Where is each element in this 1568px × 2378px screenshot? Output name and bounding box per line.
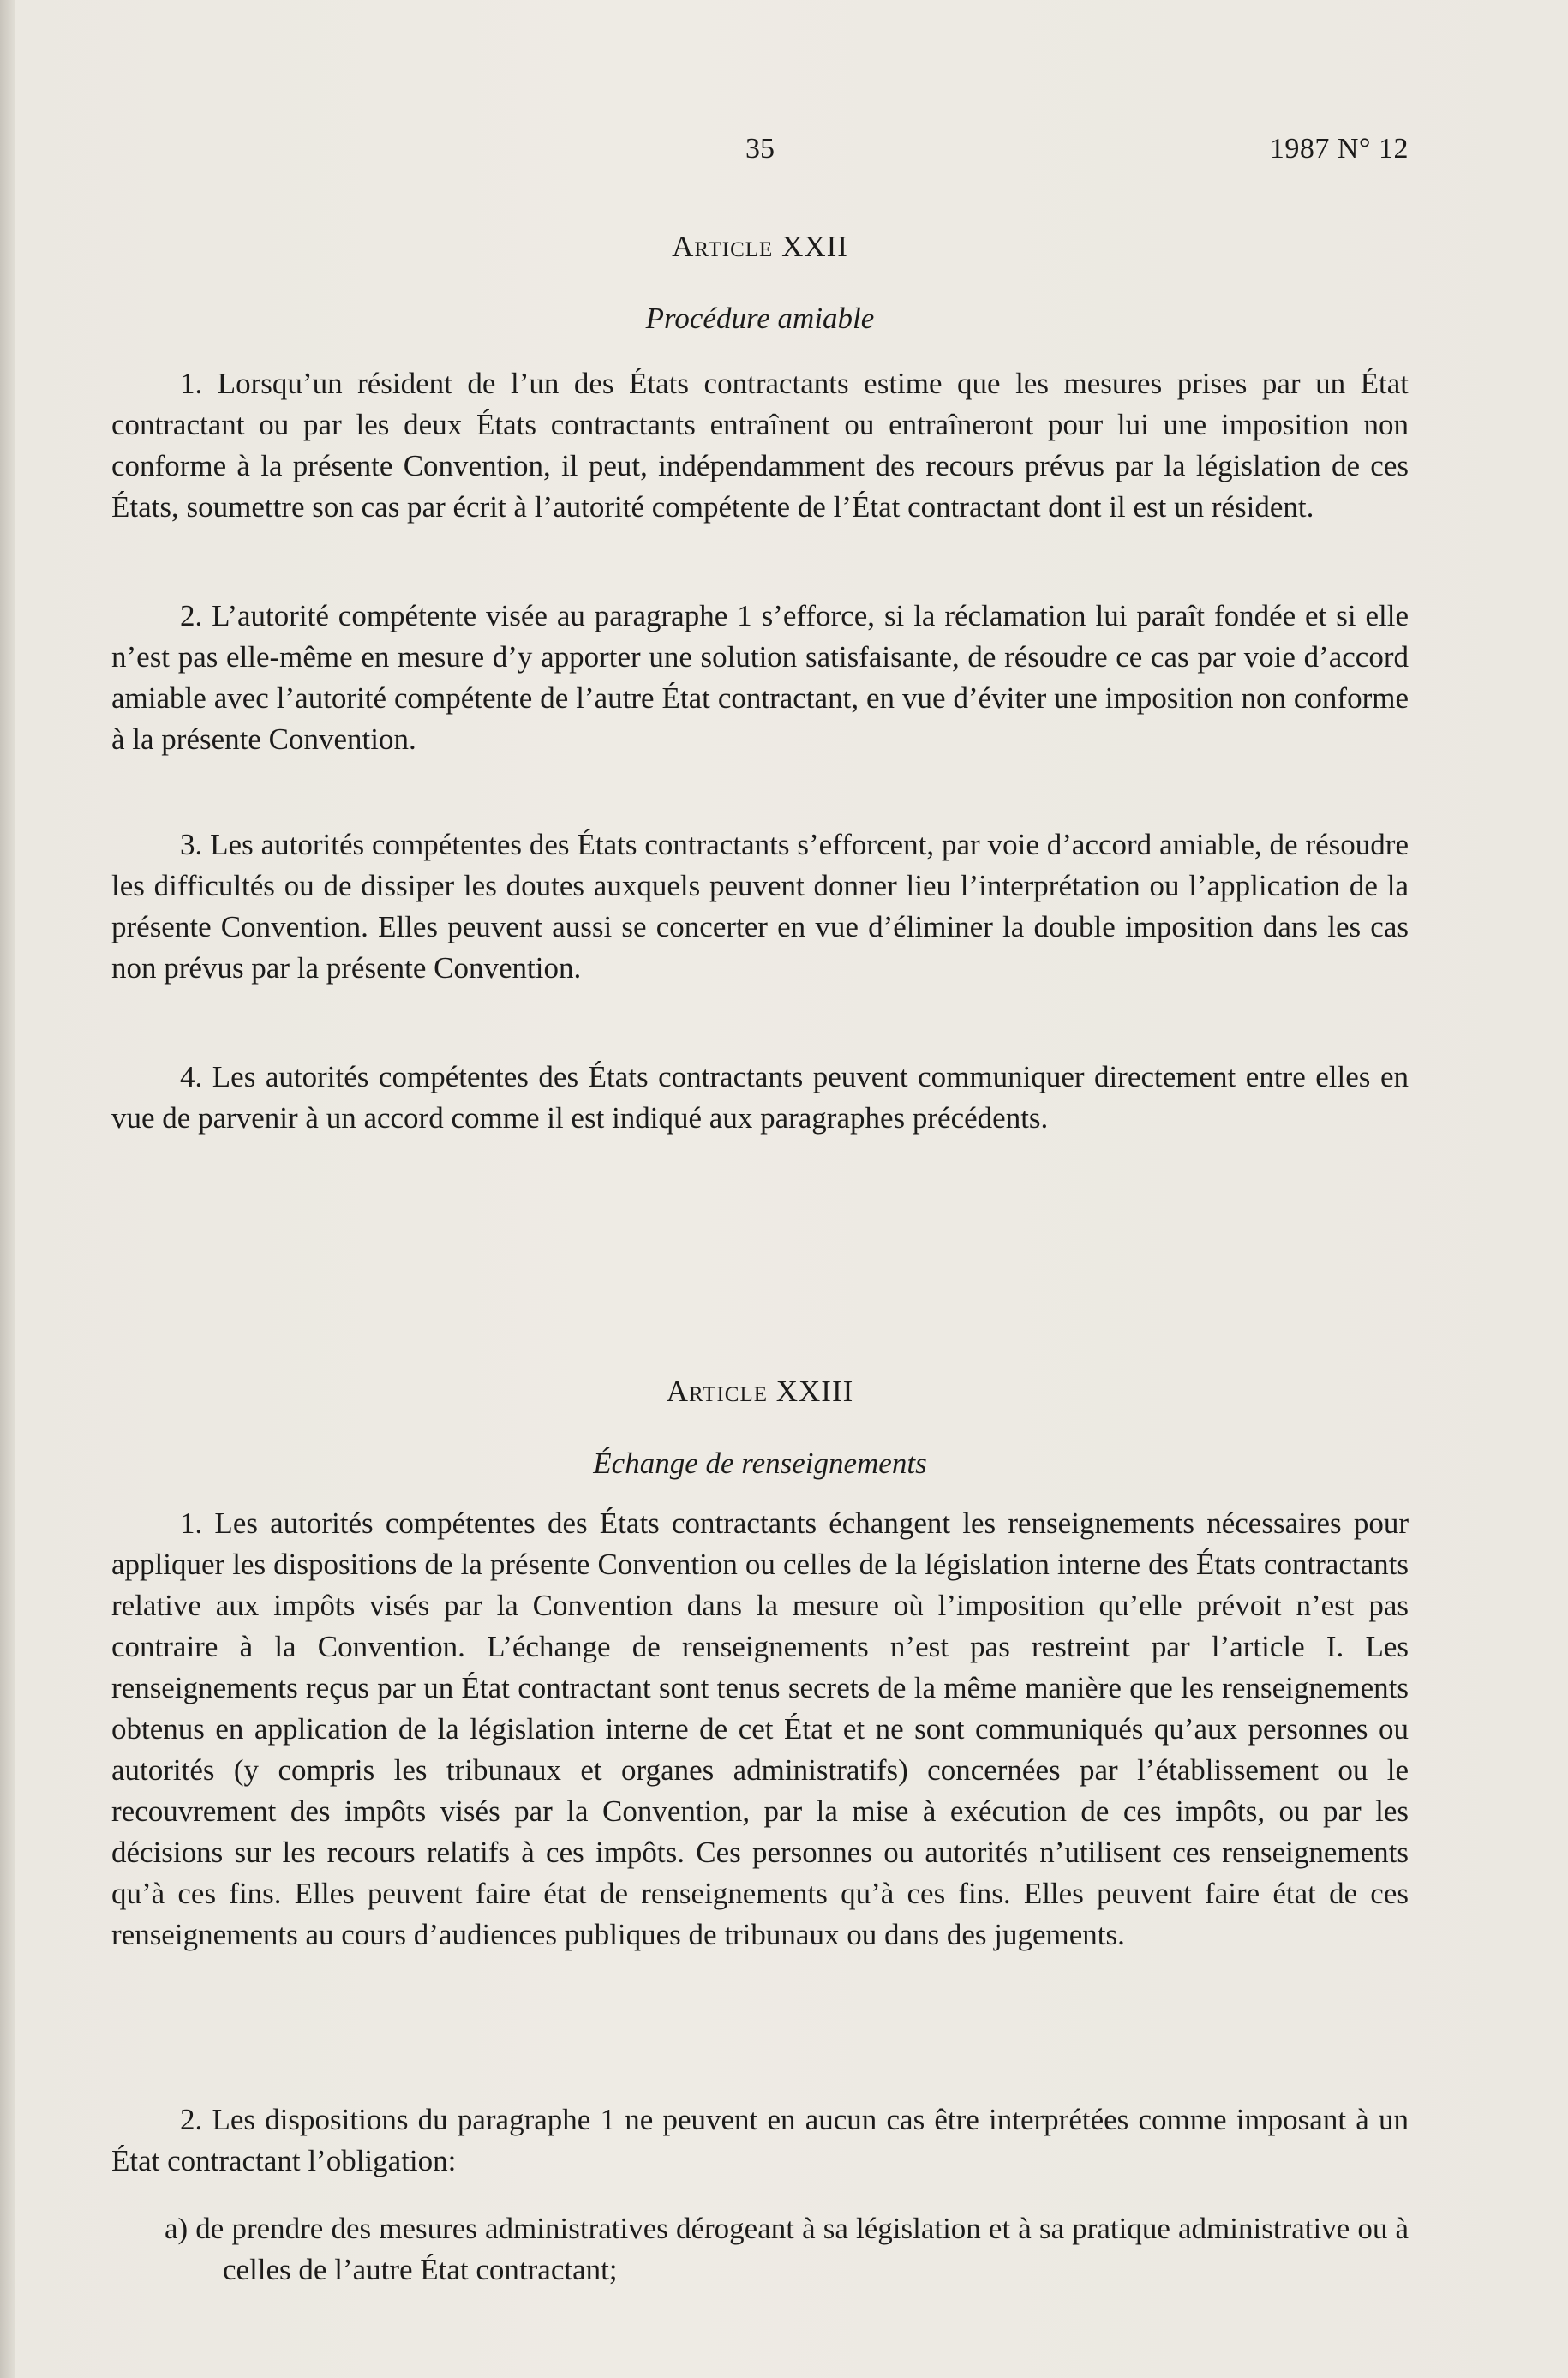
article-xxiii-heading: [111, 1375, 1409, 1409]
article-xxiii-item-a: [111, 2208, 1409, 2291]
paragraph: 4. Les autorités compétentes des États contractants peuvent communiquer directement entre elles en vue de parvenir à un accord comme il est indiqué aux paragraphes précédents.: [111, 1060, 1409, 1135]
page-binding-shadow: [0, 0, 15, 2378]
article-xxii-heading: [111, 230, 1409, 264]
article-xxiii-subheading: [111, 1447, 1409, 1481]
article-xxii-paragraph-3: [111, 824, 1409, 989]
article-subtitle: Procédure amiable: [645, 302, 875, 335]
article-title: Article XXII: [672, 230, 848, 263]
article-xxii-paragraph-1: [111, 363, 1409, 528]
paragraph: 2. L’autorité compétente visée au paragraphe 1 s’efforce, si la réclamation lui paraît fondée et si elle n’est pas elle-même en mesure d’y apporter une solution satisfaisante, de résoudre ce cas par voie d’accord amiable avec l’autorité compétente de l’autre État contractant, en vue d’éviter une imposition non conforme à la présente Convention.: [111, 599, 1409, 756]
paragraph: 3. Les autorités compétentes des États contractants s’efforcent, par voie d’accord amiable, de résoudre les difficultés ou de dissiper les doutes auxquels peuvent donner lieu l’interprétation ou l’application de la présente Convention. Elles peuvent aussi se concerter en vue d’éliminer la double imposition dans les cas non prévus par la présente Convention.: [111, 828, 1409, 985]
paragraph: 1. Lorsqu’un résident de l’un des États contractants estime que les mesures prises par un État contractant ou par les deux États contractants entraînent ou entraîneront pour lui une imposition non conforme à la présente Convention, il peut, indépendamment des recours prévus par la législation de ces États, soumettre son cas par écrit à l’autorité compétente de l’État contractant dont il est un résident.: [111, 367, 1409, 524]
list-item: a) de prendre des mesures administratives dérogeant à sa législation et à sa pratique administrative ou à celles de l’autre État contractant;: [165, 2212, 1409, 2286]
running-header: [111, 133, 1409, 176]
article-xxii-subheading: [111, 302, 1409, 336]
article-xxiii-paragraph-1: [111, 1503, 1409, 1956]
article-xxiii-paragraph-2: [111, 2099, 1409, 2182]
article-subtitle: Échange de renseignements: [593, 1447, 927, 1480]
document-reference: 1987 N° 12: [1269, 133, 1409, 165]
page-number: 35: [745, 133, 775, 165]
paragraph: 1. Les autorités compétentes des États contractants échangent les renseignements nécessaires pour appliquer les dispositions de la présente Convention ou celles de la législation interne des États contractants relative aux impôts visés par la Convention dans la mesure où l’imposition qu’elle prévoit n’est pas contraire à la Convention. L’échange de renseignements n’est pas restreint par l’article I. Les renseignements reçus par un État contractant sont tenus secrets de la même manière que les renseignements obtenus en application de la législation interne de cet État et ne sont communiqués qu’aux personnes ou autorités (y compris les tribunaux et organes administratifs) concernées par l’établissement ou le recouvrement des impôts visés par la Convention, par la mise à exécution de ces impôts, ou par les décisions sur les recours relatifs à ces impôts. Ces personnes ou autorités n’utilisent ces renseignements qu’à ces fins. Elles peuvent faire état de renseignements qu’à ces fins. Elles peuvent faire état de ces renseignements au cours d’audiences publiques de tribunaux ou dans des jugements.: [111, 1506, 1409, 1951]
article-title: Article XXIII: [666, 1375, 854, 1408]
paragraph: 2. Les dispositions du paragraphe 1 ne peuvent en aucun cas être interprétées comme imposant à un État contractant l’obligation:: [111, 2103, 1409, 2177]
article-xxii-paragraph-2: [111, 596, 1409, 760]
article-xxii-paragraph-4: [111, 1057, 1409, 1139]
